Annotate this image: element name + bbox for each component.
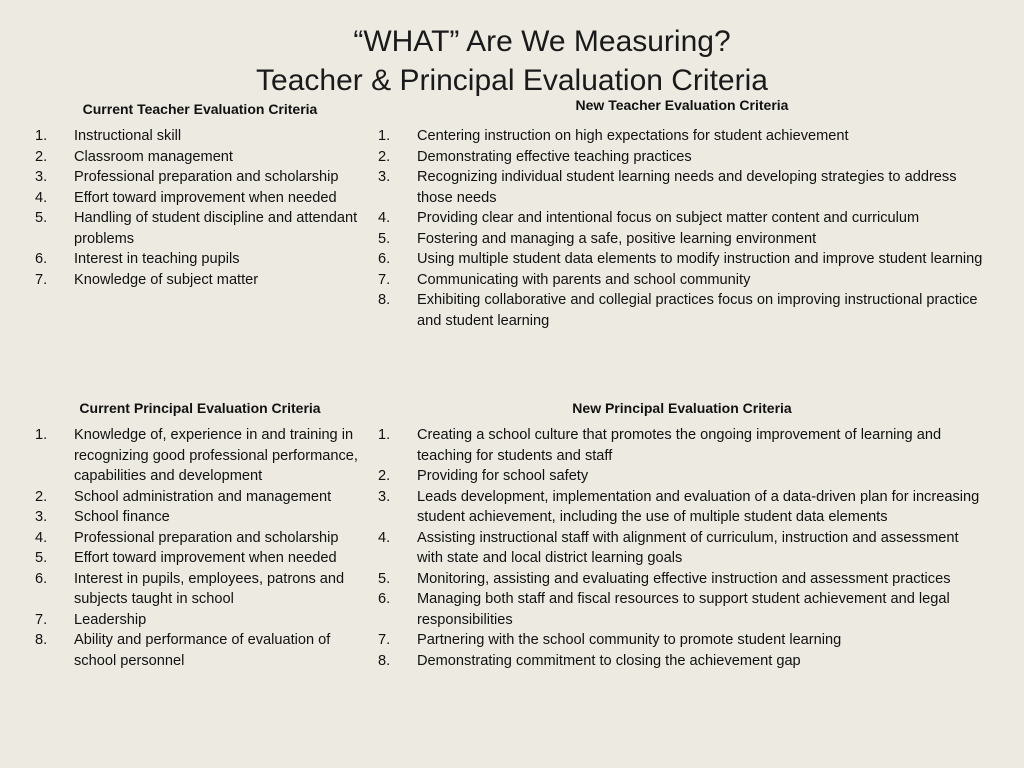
- list-item-number: 2.: [35, 148, 48, 165]
- list-item-text: Effort toward improvement when needed: [74, 189, 337, 206]
- list-item-text: Professional preparation and scholarship: [74, 169, 339, 185]
- list-item-number: 5.: [378, 230, 391, 247]
- list-item: [378, 167, 988, 208]
- list-item-number: 2.: [378, 148, 391, 165]
- list-item-text: Assisting instructional staff with alignment of curriculum, instruction and assessment with state and local district learning goals: [417, 529, 959, 566]
- list-item: [378, 229, 988, 250]
- list-item: [35, 507, 370, 528]
- list-item-text: Ability and performance of evaluation of school personnel: [74, 632, 331, 669]
- new-principal-heading: New Principal Evaluation Criteria: [572, 400, 792, 416]
- list-item-text: Leads development, implementation and evaluation of a data-driven plan for increasing student achievement, including the use of multiple student data elements: [417, 488, 980, 525]
- list-item: [35, 167, 370, 188]
- list-item: [35, 569, 370, 610]
- list-item-number: 6.: [378, 591, 391, 607]
- list-item-text: Knowledge of, experience in and training in recognizing good professional performance, capabilities and development: [74, 427, 358, 484]
- list-item: [35, 208, 370, 249]
- list-item-text: Communicating with parents and school community: [417, 271, 751, 288]
- list-item: [378, 126, 988, 147]
- list-item-number: 1.: [378, 427, 391, 443]
- slide-title-line2: Teacher & Principal Evaluation Criteria: [256, 64, 768, 97]
- list-item-text: Using multiple student data elements to modify instruction and improve student learning: [417, 251, 983, 267]
- current-principal-list: [35, 425, 370, 671]
- list-item: [378, 651, 988, 672]
- list-item-number: 4.: [378, 210, 391, 226]
- list-item-text: Handling of student discipline and attendant problems: [74, 210, 358, 247]
- list-item-number: 3.: [35, 169, 48, 185]
- list-item-text: Monitoring, assisting and evaluating effective instruction and assessment practices: [417, 570, 951, 587]
- list-item: [378, 208, 988, 229]
- list-item-text: Fostering and managing a safe, positive learning environment: [417, 230, 817, 247]
- list-item-text: Effort toward improvement when needed: [74, 550, 337, 566]
- list-item-number: 5.: [378, 570, 391, 587]
- list-item: [35, 425, 370, 487]
- list-item: [378, 147, 988, 168]
- list-item: [35, 548, 370, 569]
- list-item-text: Recognizing individual student learning needs and developing strategies to address those needs: [417, 169, 957, 206]
- list-item-number: 1.: [35, 128, 48, 144]
- list-item-number: 3.: [378, 169, 391, 185]
- slide-title-line1: “WHAT” Are We Measuring?: [353, 25, 731, 58]
- list-item: [378, 290, 988, 331]
- list-item-text: Exhibiting collaborative and collegial practices focus on improving instructional practice and student learning: [417, 292, 978, 329]
- list-item: [378, 270, 988, 291]
- list-item: [35, 147, 370, 168]
- list-item-text: Providing for school safety: [417, 468, 589, 484]
- list-item-text: Professional preparation and scholarship: [74, 529, 339, 546]
- list-item-number: 6.: [378, 251, 391, 267]
- list-item-text: Leadership: [74, 611, 147, 628]
- list-item-number: 4.: [378, 529, 391, 546]
- current-teacher-heading: Current Teacher Evaluation Criteria: [82, 101, 318, 117]
- list-item-text: Centering instruction on high expectations for student achievement: [417, 128, 849, 144]
- list-item-number: 8.: [35, 632, 48, 648]
- list-item-text: Interest in pupils, employees, patrons and subjects taught in school: [74, 570, 345, 607]
- list-item: [35, 487, 370, 508]
- new-teacher-heading: New Teacher Evaluation Criteria: [575, 97, 789, 113]
- list-item-number: 1.: [35, 427, 48, 443]
- list-item: [378, 466, 988, 487]
- list-item: [378, 589, 988, 630]
- list-item: [378, 630, 988, 651]
- new-principal-list: [378, 425, 988, 671]
- list-item-text: School finance: [74, 509, 170, 525]
- current-teacher-list: [35, 126, 370, 290]
- list-item-text: Demonstrating commitment to closing the achievement gap: [417, 652, 801, 669]
- list-item-text: Demonstrating effective teaching practices: [417, 148, 692, 165]
- list-item-text: School administration and management: [74, 488, 332, 505]
- list-item-text: Providing clear and intentional focus on subject matter content and curriculum: [417, 210, 920, 226]
- list-item-text: Partnering with the school community to promote student learning: [417, 632, 842, 648]
- list-item-number: 4.: [35, 529, 48, 546]
- list-item-text: Creating a school culture that promotes the ongoing improvement of learning and teaching for students and staff: [417, 427, 942, 464]
- list-item-number: 7.: [35, 611, 48, 628]
- list-item-number: 2.: [378, 468, 391, 484]
- current-principal-heading: Current Principal Evaluation Criteria: [79, 400, 321, 416]
- list-item: [35, 270, 370, 291]
- list-item-number: 4.: [35, 189, 48, 206]
- list-item-number: 5.: [35, 210, 48, 226]
- list-item-number: 7.: [378, 632, 391, 648]
- list-item: [35, 630, 370, 671]
- list-item-number: 7.: [35, 271, 48, 288]
- list-item-number: 1.: [378, 128, 391, 144]
- list-item-number: 5.: [35, 550, 48, 566]
- list-item: [378, 249, 988, 270]
- list-item: [378, 528, 988, 569]
- list-item-number: 7.: [378, 271, 391, 288]
- list-item-text: Interest in teaching pupils: [74, 251, 240, 267]
- list-item-text: Instructional skill: [74, 128, 182, 144]
- list-item: [35, 249, 370, 270]
- list-item-number: 6.: [35, 570, 48, 587]
- list-item-number: 2.: [35, 488, 48, 505]
- list-item-number: 3.: [378, 488, 391, 505]
- list-item: [35, 528, 370, 549]
- list-item-text: Knowledge of subject matter: [74, 271, 259, 288]
- list-item-number: 3.: [35, 509, 48, 525]
- slide-title: [0, 22, 1024, 100]
- list-item: [35, 126, 370, 147]
- list-item: [35, 188, 370, 209]
- list-item: [378, 569, 988, 590]
- list-item: [35, 610, 370, 631]
- list-item-number: 6.: [35, 251, 48, 267]
- new-teacher-list: [378, 126, 988, 331]
- list-item: [378, 425, 988, 466]
- list-item: [378, 487, 988, 528]
- list-item-number: 8.: [378, 652, 391, 669]
- list-item-text: Classroom management: [74, 148, 233, 165]
- list-item-text: Managing both staff and fiscal resources to support student achievement and legal responsibilities: [417, 591, 950, 628]
- list-item-number: 8.: [378, 292, 391, 308]
